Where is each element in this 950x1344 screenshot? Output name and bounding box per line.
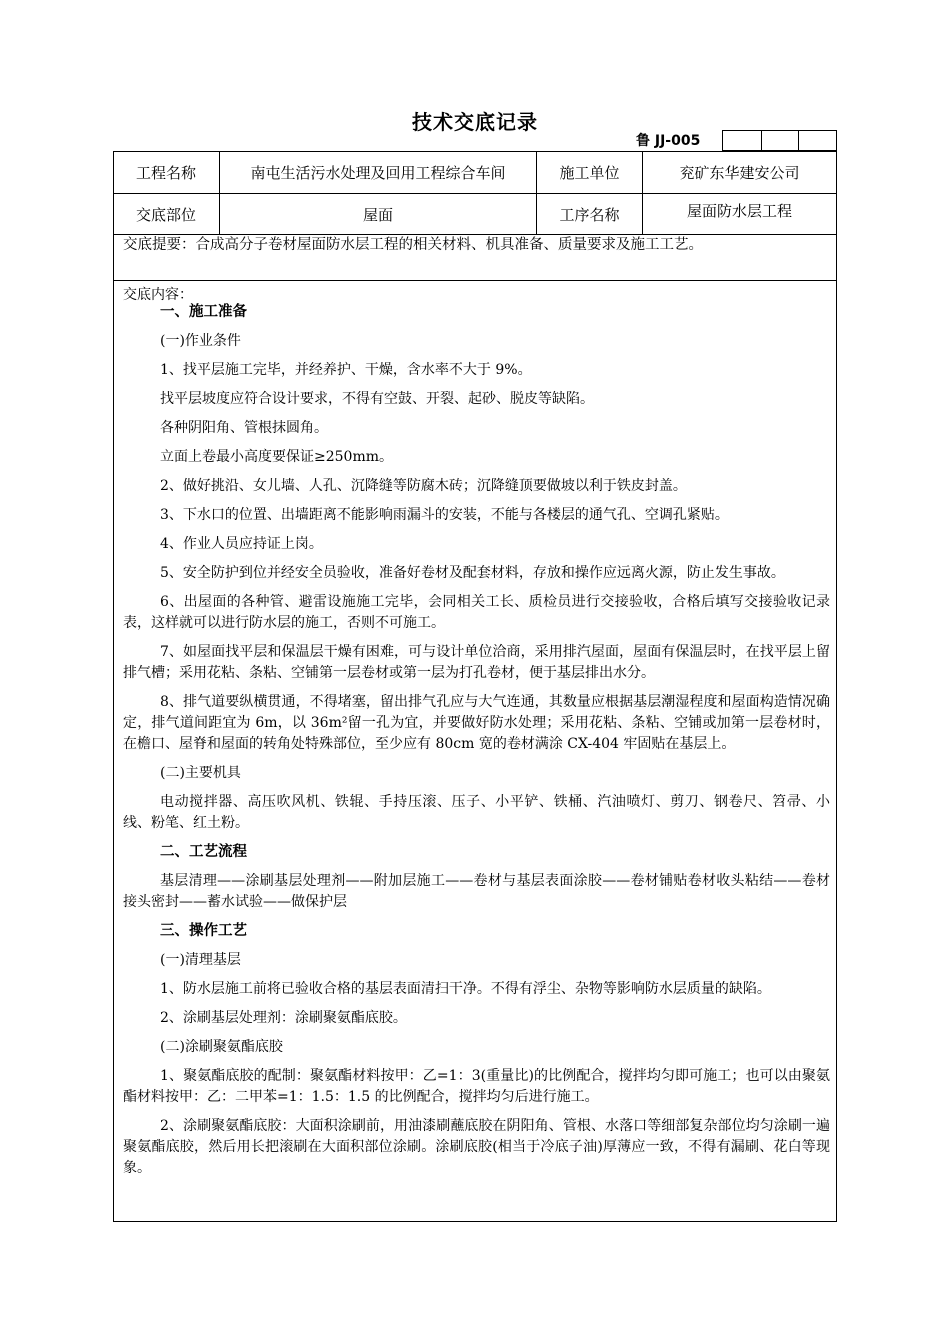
paragraph: 5、安全防护到位并经安全员验收，准备好卷材及配套材料，存放和操作应远离火源，防止发生事故。 [160, 565, 785, 581]
paragraph: 2、做好挑沿、女儿墙、人孔、沉降缝等防腐木砖；沉降缝顶要做坡以利于铁皮封盖。 [160, 478, 687, 494]
paragraph: 3、下水口的位置、出墙距离不能影响雨漏斗的安装，不能与各楼层的通气孔、空调孔紧贴。 [160, 507, 729, 523]
project-name-label: 工程名称 [135, 164, 196, 182]
paragraph: 6、出屋面的各种管、避雷设施施工完毕，会同相关工长、质检员进行交接验收，合格后填写交接验收记录表，这样就可以进行防水层的施工，否则不可施工。 [123, 594, 830, 631]
paragraph: 1、找平层施工完毕，并经养护、干燥，含水率不大于 9%。 [160, 362, 532, 378]
section-heading: 一、施工准备 [160, 304, 247, 320]
section-heading: 三、操作工艺 [160, 923, 247, 939]
paragraph: 7、如屋面找平层和保温层干燥有困难，可与设计单位洽商，采用排汽屋面，屋面有保温层时，在找平层上留排气槽；采用花粘、条粘、空铺第一层卷材或第一层为打孔卷材，便于基层排出水分。 [123, 644, 830, 681]
paragraph: 找平层坡度应符合设计要求，不得有空鼓、开裂、起砂、脱皮等缺陷。 [160, 391, 594, 407]
section-heading: 二、工艺流程 [160, 844, 247, 860]
content-body [123, 285, 830, 1179]
project-name-value: 南屯生活污水处理及回用工程综合车间 [250, 164, 506, 182]
contractor-value: 兖矿东华建安公司 [679, 164, 800, 182]
code-box-1 [722, 130, 762, 151]
process-label: 工序名称 [559, 205, 620, 224]
location-value: 屋面 [362, 205, 393, 224]
content-label: 交底内容： [123, 287, 193, 303]
document-code: 鲁 JJ-005 [636, 133, 701, 149]
paragraph: 各种阴阳角、管根抹圆角。 [160, 420, 328, 436]
paragraph: 基层清理——涂刷基层处理剂——附加层施工——卷材与基层表面涂胶——卷材铺贴卷材收头粘结——卷材接头密封——蓄水试验——做保护层 [123, 873, 830, 910]
location-label: 交底部位 [135, 205, 196, 224]
code-box-3 [798, 130, 837, 151]
row-divider [113, 280, 837, 281]
document-title: 技术交底记录 [412, 110, 538, 134]
paragraph: 立面上卷最小高度要保证≥250mm。 [160, 449, 394, 465]
paragraph: 1、防水层施工前将已验收合格的基层表面清扫干净。不得有浮尘、杂物等影响防水层质量的缺陷。 [160, 981, 771, 997]
paragraph: 电动搅拌器、高压吹风机、铁辊、手持压滚、压子、小平铲、铁桶、汽油喷灯、剪刀、钢卷尺、笤帚、小线、粉笔、红土粉。 [123, 794, 830, 831]
code-box-2 [761, 130, 799, 151]
paragraph: 2、涂刷聚氨酯底胶：大面积涂刷前，用油漆刷蘸底胶在阴阳角、管根、水落口等细部复杂部位均匀涂刷一遍聚氨酯底胶，然后用长把滚刷在大面积部位涂刷。涂刷底胶(相当于冷底子油)厚薄应一致，不得有漏刷、花白等现象。 [123, 1118, 830, 1176]
subsection-heading: (一)清理基层 [160, 952, 241, 968]
summary-text: 交底提要：合成高分子卷材屋面防水层工程的相关材料、机具准备、质量要求及施工工艺。 [123, 237, 703, 253]
paragraph: 1、聚氨酯底胶的配制：聚氨酯材料按甲：乙=1：3(重量比)的比例配合，搅拌均匀即可施工；也可以由聚氨酯材料按甲：乙：二甲苯=1：1.5：1.5 的比例配合，搅拌均匀后进行施工。 [123, 1068, 830, 1105]
process-value: 屋面防水层工程 [686, 201, 792, 220]
subsection-heading: (二)主要机具 [160, 765, 241, 781]
contractor-label: 施工单位 [559, 164, 620, 182]
paragraph: 2、涂刷基层处理剂：涂刷聚氨酯底胶。 [160, 1010, 407, 1026]
subsection-heading: (一)作业条件 [160, 333, 241, 349]
paragraph: 8、排气道要纵横贯通，不得堵塞，留出排气孔应与大气连通，其数量应根据基层潮湿程度和屋面构造情况确定，排气道间距宜为 6m，以 36m²留一孔为宜，并要做好防水处理；采用花粘、条粘、空铺或加第一层卷材时，在檐口、屋脊和屋面的转角处特殊部位，至少应有 80cm 宽的卷材满涂 CX-404 牢固贴在基层上。 [123, 694, 830, 752]
paragraph: 4、作业人员应持证上岗。 [160, 536, 323, 552]
subsection-heading: (二)涂刷聚氨酯底胶 [160, 1039, 283, 1055]
